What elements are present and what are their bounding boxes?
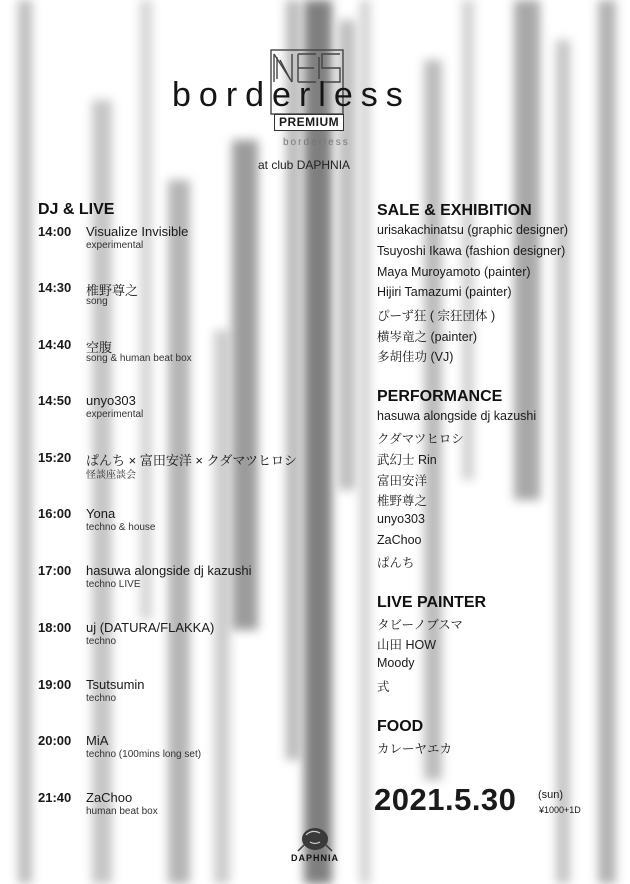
- slot-artist: Tsutsumin: [86, 677, 145, 692]
- food-item: カレーヤエカ: [377, 742, 453, 756]
- slot-artist: Yona: [86, 506, 116, 521]
- slot-time: 21:40: [38, 790, 72, 805]
- performer-item: ZaChoo: [377, 533, 422, 547]
- slot-artist: ぱんち × 富田安洋 × クダマツヒロシ: [86, 453, 297, 468]
- slot-artist: unyo303: [86, 393, 136, 408]
- slot-artist: uj (DATURA/FLAKKA): [86, 620, 215, 635]
- exhibitor-item: ぴーず狂 ( 宗狂団体 ): [377, 309, 496, 323]
- slot-genre: human beat box: [86, 806, 158, 817]
- food-heading: FOOD: [377, 718, 424, 735]
- painter-item: Moody: [377, 656, 415, 670]
- event-subtitle: borderless: [283, 137, 350, 148]
- dj-live-heading: DJ & LIVE: [38, 201, 115, 218]
- slot-artist: Visualize Invisible: [86, 224, 189, 239]
- slot-artist: ZaChoo: [86, 790, 133, 805]
- exhibitor-item: 多胡佳功 (VJ): [377, 350, 454, 364]
- slot-genre: song: [86, 296, 108, 307]
- slot-time: 16:00: [38, 506, 72, 521]
- live-painter-heading: LIVE PAINTER: [377, 594, 487, 611]
- exhibitor-item: Tsuyoshi Ikawa (fashion designer): [377, 244, 566, 258]
- exhibitor-item: Maya Muroyamoto (painter): [377, 265, 531, 279]
- slot-genre: techno: [86, 693, 117, 704]
- performer-item: 武幻士 Rin: [377, 453, 437, 467]
- slot-time: 19:00: [38, 677, 72, 692]
- slot-time: 14:00: [38, 224, 72, 239]
- event-date: 2021.5.30: [374, 782, 517, 817]
- slot-genre: song & human beat box: [86, 353, 192, 364]
- performer-item: unyo303: [377, 512, 425, 526]
- footer-logo-text: DAPHNIA: [290, 853, 340, 863]
- event-price: ¥1000+1D: [539, 805, 581, 815]
- slot-time: 18:00: [38, 620, 72, 635]
- event-title: borderless: [172, 76, 411, 114]
- slot-time: 14:40: [38, 337, 72, 352]
- slot-genre: techno (100mins long set): [86, 749, 202, 760]
- slot-genre: experimental: [86, 240, 144, 251]
- performer-item: 椎野尊之: [377, 494, 428, 508]
- slot-time: 20:00: [38, 733, 72, 748]
- exhibitor-item: 横岑竜之 (painter): [377, 330, 478, 344]
- slot-artist: 椎野尊之: [86, 283, 139, 298]
- slot-time: 17:00: [38, 563, 72, 578]
- performer-item: ぱんち: [377, 556, 415, 570]
- performance-heading: PERFORMANCE: [377, 388, 503, 405]
- slot-time: 15:20: [38, 450, 72, 465]
- daphnia-logo-icon: [284, 825, 346, 871]
- slot-genre: experimental: [86, 409, 144, 420]
- slot-genre: techno LIVE: [86, 579, 141, 590]
- sale-exhibition-heading: SALE & EXHIBITION: [377, 202, 532, 219]
- slot-genre: 怪談座談会: [86, 470, 136, 481]
- performer-item: 富田安洋: [377, 474, 428, 488]
- painter-item: タビーノブスマ: [377, 618, 464, 632]
- slot-genre: techno: [86, 636, 117, 647]
- painter-item: 山田 HOW: [377, 638, 437, 652]
- exhibitor-item: urisakachinatsu (graphic designer): [377, 223, 569, 237]
- slot-genre: techno & house: [86, 522, 156, 533]
- slot-time: 14:30: [38, 280, 72, 295]
- venue-text: at club DAPHNIA: [258, 158, 351, 172]
- performer-item: hasuwa alongside dj kazushi: [377, 409, 537, 423]
- painter-item: 式: [377, 680, 390, 694]
- exhibitor-item: Hijiri Tamazumi (painter): [377, 285, 512, 299]
- slot-artist: MiA: [86, 733, 109, 748]
- premium-badge: PREMIUM: [274, 114, 344, 131]
- performer-item: クダマツヒロシ: [377, 432, 464, 446]
- slot-artist: 空腹: [86, 340, 113, 355]
- slot-artist: hasuwa alongside dj kazushi: [86, 563, 252, 578]
- slot-time: 14:50: [38, 393, 72, 408]
- event-day: (sun): [538, 789, 564, 801]
